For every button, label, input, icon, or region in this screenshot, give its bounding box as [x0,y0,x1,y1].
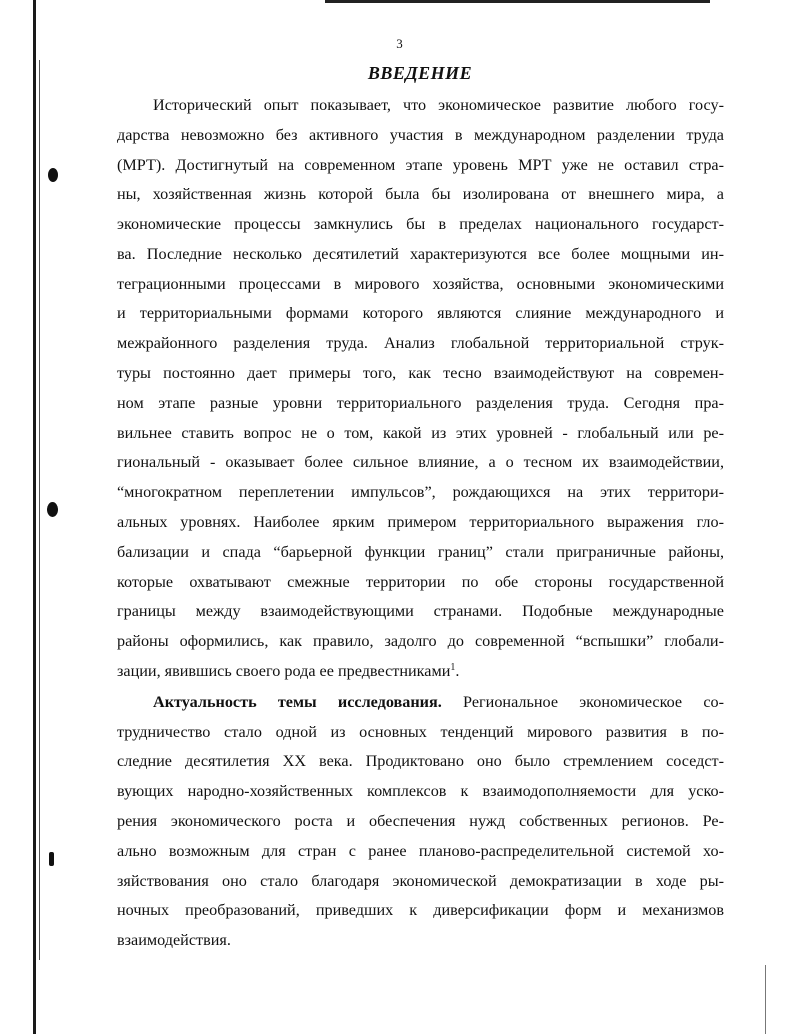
scan-edge-right [765,965,766,1034]
text-line: альных уровнях. Наиболее ярким примером территориального выражения гло- [117,513,724,531]
text-line: ально возможным для стран с ранее планово-распределительной системой хо- [117,842,724,860]
text-line: экономические процессы замкнулись бы в пределах национального государст- [117,215,724,233]
text-line: вильнее ставить вопрос не о том, какой из этих уровней - глобальный или ре- [117,424,724,442]
scan-blot [49,852,54,866]
text-line: взаимодействия. [117,931,231,949]
text-line: (МРТ). Достигнутый на современном этапе уровень МРТ уже не оставил стра- [117,156,724,174]
text-line: дарства невозможно без активного участия в международном разделении труда [117,126,724,144]
text-fragment: Региональное экономическое со- [463,693,725,711]
text-line: ва. Последние несколько десятилетий характеризуются все более мощными ин- [117,245,724,263]
text-fragment: . [455,662,460,680]
text-line: ном этапе разные уровни территориального разделения труда. Сегодня пра- [117,394,724,412]
text-line: зяйствования оно стало благодаря экономической демократизации в ходе ры- [117,872,724,890]
text-line: межрайонного разделения труда. Анализ глобальной территориальной струк- [117,334,724,352]
text-line: следние десятилетия XX века. Продиктовано оно было стремлением соседст- [117,752,724,770]
footnote-mark: 1 [450,662,456,673]
text-line: районы оформились, как правило, задолго до современной “вспышки” глобали- [117,632,724,650]
text-line: ны, хозяйственная жизнь которой была бы изолирована от внешнего мира, а [117,185,724,203]
scan-edge-left-thin [39,60,40,960]
scan-edge-top [325,0,710,3]
text-line: “многократном переплетении импульсов”, рождающихся на этих территори- [117,483,724,501]
scan-blot [48,168,58,182]
text-line [117,661,724,681]
text-line: Исторический опыт показывает, что экономическое развитие любого госу- [153,96,724,114]
text-line: бализации и спада “барьерной функции границ” стали приграничные районы, [117,543,724,561]
text-line: которые охватывают смежные территории по обе стороны государственной [117,573,724,591]
scan-edge-left [33,0,36,1034]
text-line: теграционными процессами в мирового хозяйства, основными экономическими [117,275,724,293]
text-line: туры постоянно дает примеры того, как тесно взаимодействуют на современ- [117,364,724,382]
text-line: вующих народно-хозяйственных комплексов к взаимодополняемости для уско- [117,782,724,800]
text-line: ночных преобразований, приведших к диверсификации форм и механизмов [117,901,724,919]
text-fragment: зации, явившись своего рода ее предвестниками [117,662,451,680]
text-line [153,692,724,712]
text-line: трудничество стало одной из основных тенденций мирового развития в по- [117,723,724,741]
page-number: 3 [396,36,403,51]
page-title: ВВЕДЕНИЕ [367,63,473,83]
scan-blot [47,502,58,517]
text-line: гиональный - оказывает более сильное влияние, а о тесном их взаимодействии, [117,453,724,471]
text-line: рения экономического роста и обеспечения нужд собственных регионов. Ре- [117,812,724,830]
text-line: границы между взаимодействующими странами. Подобные международные [117,602,724,620]
relevance-heading: Актуальность темы исследования. [153,693,442,711]
text-line: и территориальными формами которого являются слияние международного и [117,304,724,322]
